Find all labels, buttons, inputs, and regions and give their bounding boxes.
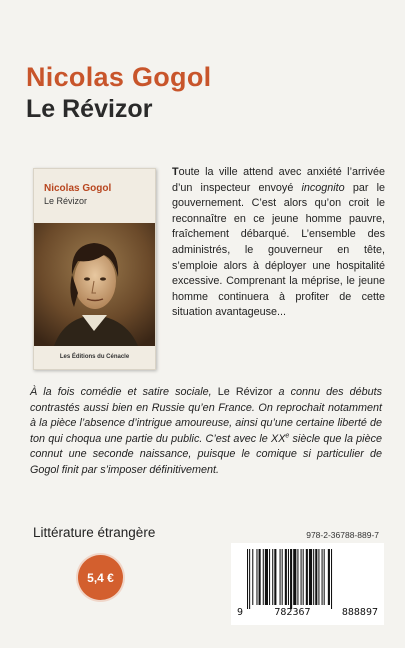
barcode-bar [288,549,289,605]
barcode-bar [265,549,268,605]
thumbnail-author: Nicolas Gogol [44,183,112,194]
barcode-bar [290,549,292,609]
barcode-bar [256,549,257,605]
barcode-bar [280,549,281,605]
thumbnail-title: Le Révizor [44,196,88,206]
barcode-digits [237,607,378,618]
barcode-bar [269,549,270,605]
barcode-bar [301,549,302,605]
cover-thumbnail [33,168,156,370]
barcode-digits-right: 888897 [341,607,378,618]
barcode-bar [306,549,308,605]
barcode-bar [249,549,250,609]
barcode-bars [247,549,368,609]
blurb-part-2: a connu des débuts contrastés aussi bien en Russie qu’en France. On reprochait notamment à la pièce l’absence d’intrigue amoureuse, ainsi qu’une certaine liberté de ton qui choqua une partie du public. C’est avec le XX [30,386,383,445]
barcode-bar [318,549,319,605]
barcode-bar [272,549,273,605]
synopsis-text-2: par le gouvernement. C’est alors qu’on croit le reconnaître en ce jeune homme pauvre, fraîchement débarqué. L’ensemble des administrés, le gouverneur en tête, s’emploie alors à déployer une hospitalité excessive. Comprenant la méprise, le jeune homme continuera à profiter de cette situation avantageuse... [172,181,385,319]
barcode [231,543,384,625]
barcode-bar [297,549,298,605]
thumbnail-publisher: Les Éditions du Cénacle [59,354,130,360]
barcode-bar [293,549,296,605]
barcode-bar [309,549,312,605]
barcode-bar [282,549,283,605]
price-text: 5,4 € [87,570,114,585]
blurb-title-reference: Le Révizor [211,386,279,398]
synopsis-dropcap: T [172,166,179,178]
barcode-bar [303,549,304,605]
blurb-century-sup: e [285,432,290,440]
blurb-part-1: la fois comédie et satire sociale, [37,386,212,398]
barcode-bar [285,549,287,605]
synopsis-text-1: oute la ville attend avec anxiété l’arrivée d’un inspecteur envoyé [172,166,385,194]
portrait-image [34,223,155,346]
blurb-lead: À [30,386,38,398]
barcode-digits-left: 782367 [274,607,311,618]
price-badge [78,555,123,600]
blurb-part-3: siècle que la pièce connut une seconde naissance, puisque le comique si particulier de Gogol finit par s’imposer définitivement. [30,432,382,476]
barcode-bar [331,549,332,609]
book-author: Nicolas Gogol [26,62,212,92]
isbn-number: 978-2-36788-889-7 [306,530,379,540]
barcode-bar [322,549,323,605]
book-title: Le Révizor [26,95,153,123]
synopsis-italic: incognito [301,181,345,194]
synopsis [172,165,385,321]
barcode-bar [259,549,261,605]
barcode-digit-first: 9 [237,607,244,618]
barcode-bar [263,549,264,605]
barcode-bar [247,549,248,609]
critical-blurb [30,385,382,479]
barcode-bar [313,549,314,605]
genre-label: Littérature étrangère [33,525,156,540]
barcode-bar [252,549,253,605]
barcode-bar [315,549,317,605]
barcode-bar [328,549,330,605]
barcode-bar [324,549,325,605]
barcode-bar [274,549,276,605]
